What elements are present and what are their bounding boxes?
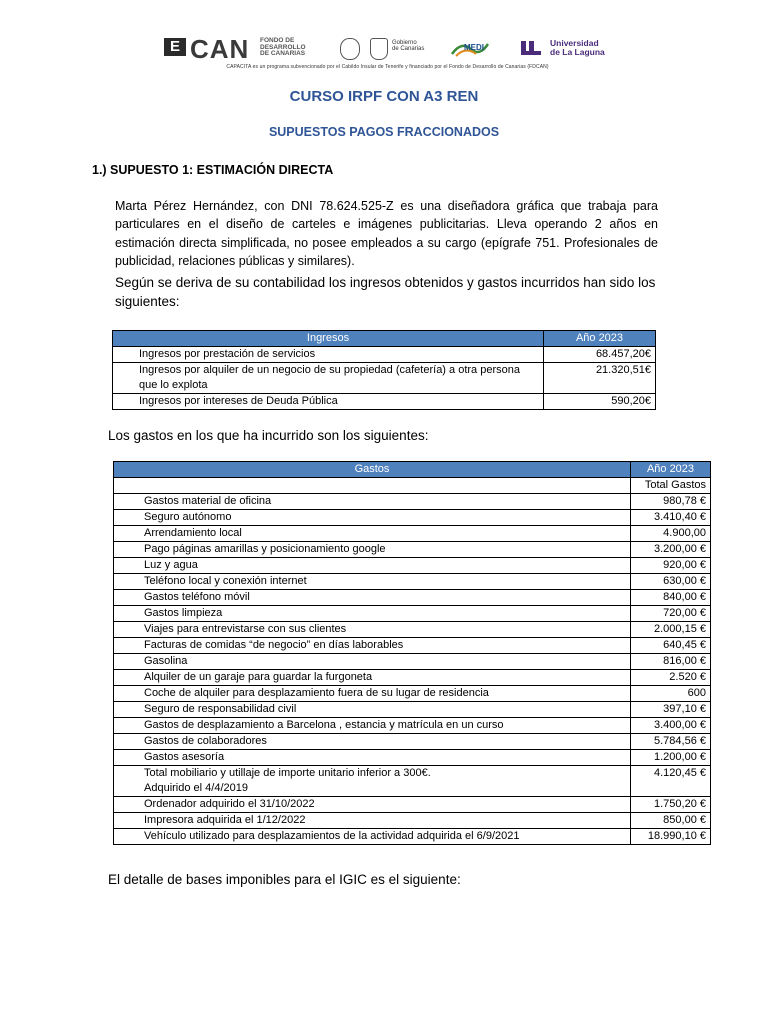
gastos-concept: Vehículo utilizado para desplazamientos de la actividad adquirida el 6/9/2021 [114, 829, 631, 845]
gastos-amount: 4.900,00 [631, 526, 711, 542]
ingresos-amount: 590,20€ [544, 394, 656, 410]
gobierno-shield-icon [370, 38, 388, 60]
table-row [114, 829, 711, 845]
gastos-amount: 4.120,45 € [631, 766, 711, 797]
gastos-concept: Coche de alquiler para desplazamiento fuera de su lugar de residencia [114, 686, 631, 702]
table-row [114, 606, 711, 622]
gastos-concept: Teléfono local y conexión internet [114, 574, 631, 590]
gastos-amount: 980,78 € [631, 494, 711, 510]
gastos-amount: 640,45 € [631, 638, 711, 654]
ingresos-header: Ingresos [113, 331, 544, 347]
table-row [114, 702, 711, 718]
table-row [114, 797, 711, 813]
gastos-amount: 920,00 € [631, 558, 711, 574]
gastos-amount: 816,00 € [631, 654, 711, 670]
gastos-header: Gastos [114, 462, 631, 478]
gastos-concept: Pago páginas amarillas y posicionamiento google [114, 542, 631, 558]
gastos-amount: 2.520 € [631, 670, 711, 686]
gastos-amount: 5.784,56 € [631, 734, 711, 750]
gastos-concept: Gasolina [114, 654, 631, 670]
gastos-amount: 630,00 € [631, 574, 711, 590]
gastos-amount: 3.410,40 € [631, 510, 711, 526]
gastos-concept: Luz y agua [114, 558, 631, 574]
gastos-amount: 850,00 € [631, 813, 711, 829]
ingresos-concept: Ingresos por alquiler de un negocio de su propiedad (cafetería) a otra persona que lo explota [113, 363, 544, 394]
cabildo-seal-icon [340, 38, 360, 60]
table-row [114, 542, 711, 558]
ingresos-year-header: Año 2023 [544, 331, 656, 347]
gastos-table [113, 461, 711, 845]
table-row [114, 718, 711, 734]
fdcan-logo-text: CAN [190, 34, 250, 64]
medi-logo-text: MEDI [464, 43, 484, 52]
table-row [114, 750, 711, 766]
document-title: CURSO IRPF CON A3 REN [289, 88, 479, 105]
ingresos-concept: Ingresos por prestación de servicios [113, 347, 544, 363]
gastos-concept: Viajes para entrevistarse con sus clientes [114, 622, 631, 638]
section-heading: 1.) SUPUESTO 1: ESTIMACIÓN DIRECTA [92, 163, 334, 177]
gastos-amount: 3.200,00 € [631, 542, 711, 558]
gastos-total-subheader: Total Gastos [631, 478, 711, 494]
gastos-amount: 397,10 € [631, 702, 711, 718]
gastos-amount: 3.400,00 € [631, 718, 711, 734]
table-row [114, 558, 711, 574]
table-row [114, 574, 711, 590]
table-row [114, 686, 711, 702]
ingresos-intro: Según se deriva de su contabilidad los ingresos obtenidos y gastos incurridos han sido los siguientes: [115, 275, 656, 309]
gastos-amount: 720,00 € [631, 606, 711, 622]
table-row [114, 638, 711, 654]
table-row [114, 622, 711, 638]
fdcan-logo-subtitle: FONDO DE DESARROLLO DE CANARIAS [260, 37, 306, 57]
table-row [114, 654, 711, 670]
gastos-year-header: Año 2023 [631, 462, 711, 478]
gastos-amount: 840,00 € [631, 590, 711, 606]
gastos-amount: 1.750,20 € [631, 797, 711, 813]
table-row [114, 766, 711, 797]
table-row [113, 363, 656, 394]
ingresos-amount: 21.320,51€ [544, 363, 656, 394]
gastos-concept: Gastos asesoría [114, 750, 631, 766]
gastos-concept: Gastos de colaboradores [114, 734, 631, 750]
gastos-amount: 600 [631, 686, 711, 702]
gastos-intro: Los gastos en los que ha incurrido son los siguientes: [108, 428, 429, 443]
table-row [113, 394, 656, 410]
gastos-amount: 1.200,00 € [631, 750, 711, 766]
ull-logo-text: Universidad de La Laguna [550, 38, 605, 57]
ull-logo-icon [520, 40, 544, 56]
intro-paragraph: Marta Pérez Hernández, con DNI 78.624.525-Z es una diseñadora gráfica que trabaja para particulares en el diseño de carteles e imágenes publicitarias. Lleva operando 2 años en estimación directa simplificada, no posee empleados a su cargo (epígrafe 751. Profesionales de publicidad, relaciones públicas y similares). [115, 199, 658, 268]
gastos-concept: Impresora adquirida el 1/12/2022 [114, 813, 631, 829]
ingresos-concept: Ingresos por intereses de Deuda Pública [113, 394, 544, 410]
gastos-concept: Facturas de comidas “de negocio” en días laborables [114, 638, 631, 654]
gastos-concept: Gastos de desplazamiento a Barcelona , estancia y matrícula en un curso [114, 718, 631, 734]
gastos-concept: Gastos limpieza [114, 606, 631, 622]
gastos-concept: Arrendamiento local [114, 526, 631, 542]
gastos-concept: Gastos material de oficina [114, 494, 631, 510]
table-row [114, 670, 711, 686]
gastos-subheader-blank [114, 478, 631, 494]
header-logos [160, 34, 615, 64]
gastos-amount: 2.000,15 € [631, 622, 711, 638]
table-row [114, 526, 711, 542]
gastos-concept: Seguro de responsabilidad civil [114, 702, 631, 718]
gobierno-canarias-logo: Gobierno de Canarias [392, 40, 425, 52]
table-row [114, 734, 711, 750]
gastos-concept: Ordenador adquirido el 31/10/2022 [114, 797, 631, 813]
ingresos-table [112, 330, 656, 410]
table-row [114, 813, 711, 829]
table-row [114, 590, 711, 606]
table-row [114, 494, 711, 510]
document-subtitle: SUPUESTOS PAGOS FRACCIONADOS [268, 125, 500, 139]
table-row [114, 510, 711, 526]
capacita-notice: CAPACITA es un programa subvencionado por el Cabildo Insular de Tenerife y financiado por el Fondo de Desarrollo de Canarias (FDCAN) [226, 64, 549, 70]
table-row [113, 347, 656, 363]
ingresos-amount: 68.457,20€ [544, 347, 656, 363]
gastos-concept: Seguro autónomo [114, 510, 631, 526]
gastos-concept: Alquiler de un garaje para guardar la furgoneta [114, 670, 631, 686]
igic-intro: El detalle de bases imponibles para el IGIC es el siguiente: [108, 872, 461, 887]
gastos-concept: Gastos teléfono móvil [114, 590, 631, 606]
fdcan-logo-mark: E [164, 38, 186, 56]
gastos-body [114, 494, 711, 845]
gastos-concept: Total mobiliario y utillaje de importe unitario inferior a 300€. Adquirido el 4/4/2019 [114, 766, 631, 797]
gastos-amount: 18.990,10 € [631, 829, 711, 845]
